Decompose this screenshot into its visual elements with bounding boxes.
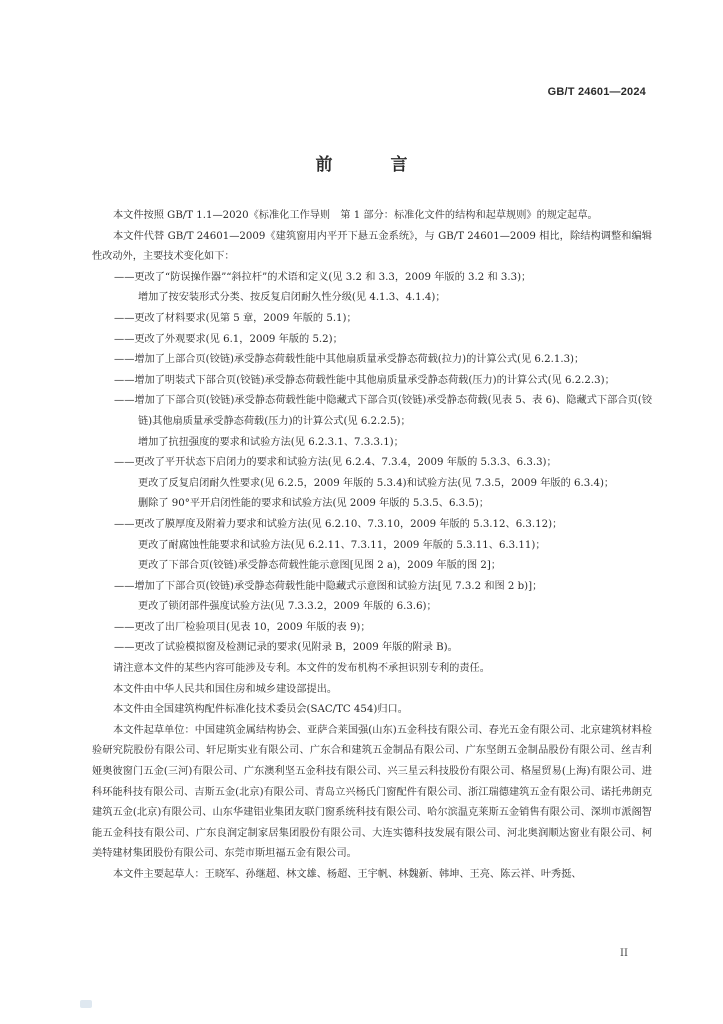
change-item: ——增加了下部合页(铰链)承受静态荷载性能中隐藏式下部合页(铰链)承受静态荷载(见表 5、表 6)、隐藏式下部合页(铰链)其他扇质量承受静态荷载(压力)的计算公式(见 6.2.2.5)； — [114, 395, 652, 427]
change-item: 增加了按安装形式分类、按反复启闭耐久性分级(见 4.1.3、4.1.4)； — [138, 292, 446, 304]
page-number: II — [620, 948, 628, 959]
change-item: 增加了抗扭强度的要求和试验方法(见 6.2.3.1、7.3.3.1)； — [138, 436, 404, 448]
drafting-units: 本文件起草单位：中国建筑金属结构协会、亚萨合莱国强(山东)五金科技有限公司、春光五金有限公司、北京建筑材料检验研究院股份有限公司、轩尼斯实业有限公司、广东合和建筑五金制品有限公司、广东坚朗五金制品股份有限公司、丝吉利娅奥彼窗门五金(三河)有限公司、广东澳利坚五金科技有限公司、兴三星云科技股份有限公司、格屋贸易(上海)有限公司、进科环能科技有限公司、吉斯五金(北京)有限公司、青岛立兴杨氏门窗配件有限公司、浙江瑞德建筑五金有限公司、诺托弗朗克建筑五金(北京)有限公司、山东华建铝业集团友联门窗系统科技有限公司、哈尔滨温克莱斯五金销售有限公司、深圳市派阁智能五金科技有限公司、广东良润定制家居集团股份有限公司、大连实德科技发展有限公司、河北奥润顺达窗业有限公司、柯美特建材集团股份有限公司、东莞市斯坦福五金有限公司。 — [92, 724, 652, 860]
change-item: ——更改了试验模拟窗及检测记录的要求(见附录 B，2009 年版的附录 B)。 — [114, 642, 458, 654]
page-title: 前 言 — [315, 155, 434, 175]
change-item: 更改了耐腐蚀性能要求和试验方法(见 6.2.11、7.3.11，2009 年版的 5.3.11、6.3.11)； — [138, 539, 546, 551]
paragraph-drafting-rules: 本文件按照 GB/T 1.1—2020《标准化工作导则 第 1 部分：标准化文件的结构和起草规则》的规定起草。 — [113, 210, 598, 221]
change-item: ——增加了明装式下部合页(铰链)承受静态荷载性能中其他扇质量承受静态荷载(压力)的计算公式(见 6.2.2.3)； — [114, 374, 615, 386]
change-item: ——增加了上部合页(铰链)承受静态荷载性能中其他扇质量承受静态荷载(拉力)的计算公式(见 6.2.1.3)； — [114, 354, 585, 366]
paragraph-replacement: 本文件代替 GB/T 24601—2009《建筑窗用内平开下悬五金系统》，与 GB/T 24601—2009 相比，除结构调整和编辑性改动外，主要技术变化如下： — [92, 230, 652, 263]
change-item: ——更改了出厂检验项目(见表 10，2009 年版的表 9)； — [114, 621, 371, 633]
drafters: 本文件主要起草人：王晓军、孙继超、林文雄、杨超、王宇帆、林魏新、韩坤、王亮、陈云祥、叶秀挺、 — [113, 869, 582, 880]
change-item: 删除了 90°平开启闭性能的要求和试验方法(见 2009 年版的 5.3.5、6.3.5)； — [138, 498, 490, 510]
change-item: ——更改了材料要求(见第 5 章，2009 年版的 5.1)； — [114, 312, 357, 324]
watermark-icon — [80, 1000, 92, 1008]
change-item: 更改了反复启闭耐久性要求(见 6.2.5，2009 年版的 5.3.4)和试验方法(见 7.3.5，2009 年版的 6.3.4)； — [138, 477, 615, 489]
change-item: 更改了锁闭部件强度试验方法(见 7.3.3.2，2009 年版的 6.3.6)； — [138, 601, 437, 613]
change-item: ——更改了外观要求(见 6.1，2009 年版的 5.2)； — [114, 333, 343, 345]
committee-statement: 本文件由全国建筑构配件标准化技术委员会(SAC/TC 454)归口。 — [113, 704, 408, 716]
change-item: 更改了下部合页(铰链)承受静态荷载性能示意图[见图 2 a)，2009 年版的图 2]； — [138, 560, 502, 572]
foreword-body — [92, 206, 652, 886]
proposer-statement: 本文件由中华人民共和国住房和城乡建设部提出。 — [113, 683, 338, 695]
change-item: ——增加了下部合页(铰链)承受静态荷载性能中隐藏式示意图和试验方法[见 7.3.2 和图 2 b)]； — [114, 580, 543, 592]
standard-code: GB/T 24601—2024 — [547, 86, 646, 98]
change-item: ——更改了“防误操作器”“斜拉杆”的术语和定义(见 3.2 和 3.3，2009 年版的 3.2 和 3.3)； — [114, 271, 532, 283]
change-item: ——更改了平开状态下启闭力的要求和试验方法(见 6.2.4、7.3.4，2009 年版的 5.3.3、6.3.3)； — [114, 457, 557, 469]
change-item: ——更改了膜厚度及附着力要求和试验方法(见 6.2.10、7.3.10，2009 年版的 5.3.12、6.3.12)； — [114, 518, 563, 530]
patent-notice: 请注意本文件的某些内容可能涉及专利。本文件的发布机构不承担识别专利的责任。 — [113, 663, 490, 675]
changes-list — [92, 268, 652, 659]
